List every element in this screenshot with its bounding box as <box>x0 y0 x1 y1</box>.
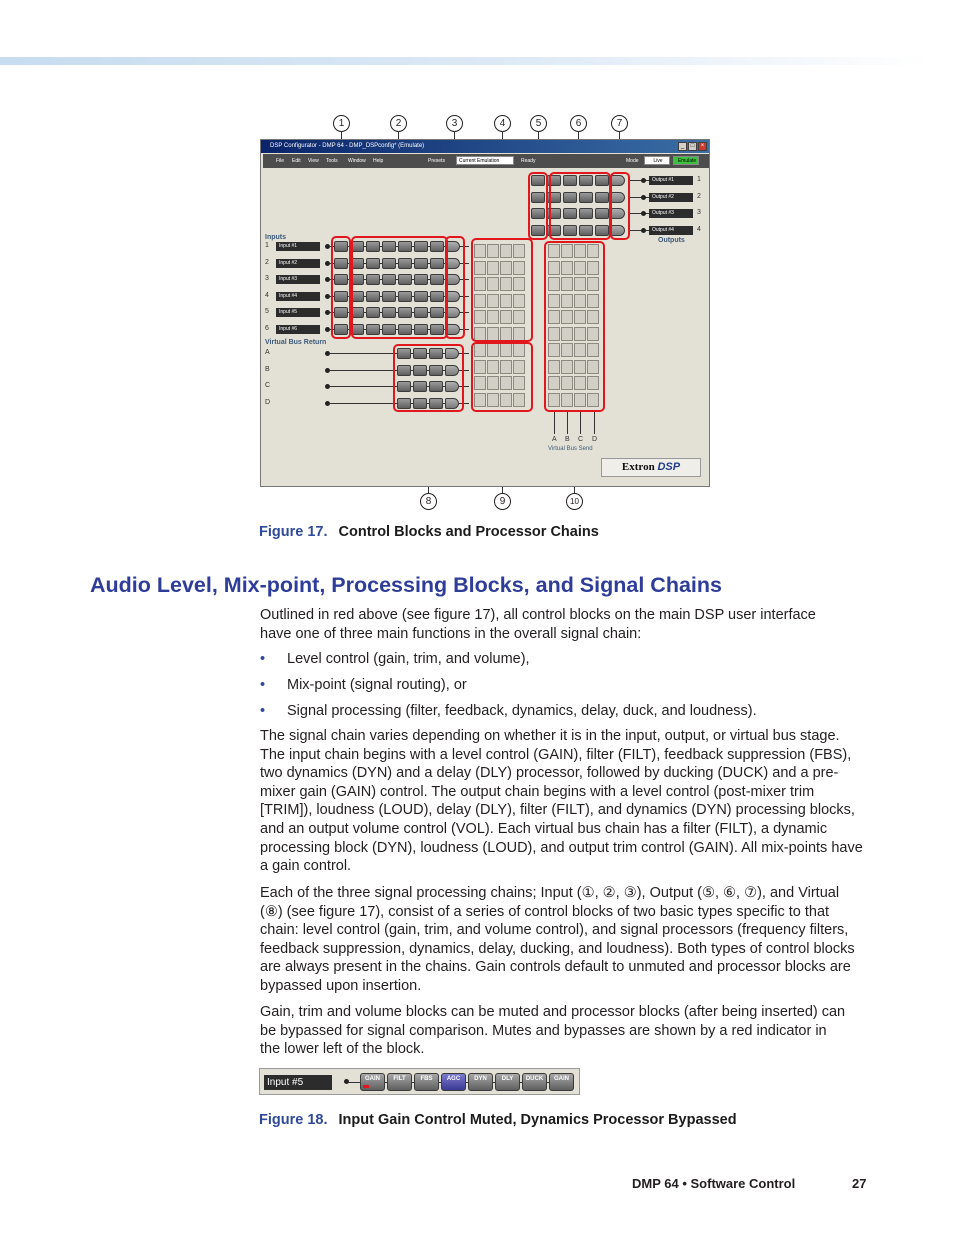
send-letter-b: B <box>565 436 570 443</box>
three-chains-paragraph: Each of the three signal processing chains; Input (①, ②, ③), Output (⑤, ⑥, ⑦), and Virtual (⑧) (see figure 17), consist of a series of control blocks of two basic types specific to that chain: level control (gain, trim, and volume control), and signal processors (frequency filters, feedback suppression, dynamics, delay, ducking, and loudness). Both types of control blocks are always present in the chains. Gain controls default to unmuted and processor blocks are bypassed upon insertion. <box>260 885 855 994</box>
strip-block-agc[interactable]: AGC <box>441 1073 466 1091</box>
outline-input-pregain <box>445 236 465 339</box>
virtual-bus-send-title: Virtual Bus Send <box>548 446 593 452</box>
callout-4: 4 <box>494 115 511 132</box>
outputs-title: Outputs <box>658 237 685 244</box>
menu-window[interactable]: Window <box>348 158 366 164</box>
intro-paragraph: Outlined in red above (see figure 17), all control blocks on the main DSP user interface have one of three main functions in the overall signal chain: <box>260 607 816 642</box>
section-heading: Audio Level, Mix-point, Processing Blocks, and Signal Chains <box>90 573 722 597</box>
figure-18-caption <box>259 1112 737 1128</box>
figure-17-number: Figure 17. <box>259 524 328 540</box>
output-name-box[interactable]: Output #2 <box>649 193 693 202</box>
minimize-icon[interactable]: _ <box>678 142 687 151</box>
strip-block-dly[interactable]: DLY <box>495 1073 520 1091</box>
bus-send-line <box>580 412 581 434</box>
window-titlebar: DSP Configurator - DMP 64 - DMP_DSPconfig* (Emulate) <box>261 140 709 153</box>
figure-18-strip <box>259 1068 580 1095</box>
bus-send-line <box>594 412 595 434</box>
vbr-letter: C <box>265 382 271 389</box>
menu-bar <box>263 154 709 168</box>
input-number: 2 <box>265 258 269 266</box>
send-letter-a: A <box>552 436 557 443</box>
bullet-text: Mix-point (signal routing), or <box>287 677 467 693</box>
strip-block-fbs[interactable]: FBS <box>414 1073 439 1091</box>
input-number: 6 <box>265 324 269 332</box>
strip-block-filt[interactable]: FILT <box>387 1073 412 1091</box>
maximize-icon[interactable]: □ <box>688 142 697 151</box>
output-name-box[interactable]: Output #4 <box>649 226 693 235</box>
inputs-title: Inputs <box>265 234 286 241</box>
vbr-letter: A <box>265 349 270 356</box>
outline-input-gain <box>331 236 351 339</box>
strip-block-gain[interactable]: GAIN <box>360 1073 385 1091</box>
strip-block-duck[interactable]: DUCK <box>522 1073 547 1091</box>
callout-3: 3 <box>446 115 463 132</box>
outline-virtual-chain <box>393 344 464 412</box>
presets-label: Presets <box>428 158 445 164</box>
bus-send-line <box>567 412 568 434</box>
callout-1: 1 <box>333 115 350 132</box>
callout-9: 9 <box>494 493 511 510</box>
close-icon[interactable]: × <box>698 142 707 151</box>
dsp-configurator-window <box>260 139 710 487</box>
mode-live-button[interactable]: Live <box>644 156 670 165</box>
menu-view[interactable]: View <box>308 158 319 164</box>
output-signal-line <box>629 197 649 198</box>
logo-extron: Extron <box>621 461 655 473</box>
input-name-box[interactable]: Input #3 <box>276 275 320 284</box>
outline-virtual-mixpoints <box>471 342 533 412</box>
bullet-text: Level control (gain, trim, and volume), <box>287 651 530 667</box>
outline-output-processors <box>549 172 611 240</box>
output-node <box>641 228 646 233</box>
ready-status: Ready <box>521 158 536 164</box>
output-signal-line <box>629 213 649 214</box>
input-number: 5 <box>265 308 269 315</box>
output-name-box[interactable]: Output #3 <box>649 209 693 218</box>
menu-edit[interactable]: Edit <box>292 158 301 164</box>
output-node <box>641 195 646 200</box>
signal-chain-paragraph: The signal chain varies depending on whether it is in the input, output, or virtual bus stage. The input chain begins with a level control (GAIN), filter (FILT), feedback suppression (FBS), two dynamics (DYN) and a delay (DLY) processor, followed by ducking (DUCK) and a pre-mixer gain (GAIN) control. The output chain begins with a level control (post-mixer trim [TRIM]), loudness (LOUD), delay (DLY), filter (FILT), and dynamics (DYN) processing blocks, and an output volume control (VOL). Each virtual bus chain has a filter (FILT), a dynamic processing block (DYN), loudness (LOUD), and output trim control (GAIN). All mix-points have a gain control. <box>260 728 863 875</box>
header-accent-bar <box>0 57 930 65</box>
bullet-text: Signal processing (filter, feedback, dynamics, delay, duck, and loudness). <box>287 703 757 719</box>
output-number: 3 <box>697 209 701 216</box>
callout-8: 8 <box>420 493 437 510</box>
bullet-marker: • <box>260 677 266 693</box>
outline-input-processors <box>351 236 448 339</box>
vbr-letter: B <box>265 365 270 373</box>
output-node <box>641 178 646 183</box>
virtual-bus-return-title: Virtual Bus Return <box>265 339 327 346</box>
input-number: 1 <box>265 242 269 249</box>
mode-emulate-button[interactable]: Emulate <box>673 156 699 165</box>
output-node <box>641 211 646 216</box>
callout-10: 10 <box>566 493 583 510</box>
input-number: 3 <box>265 275 269 282</box>
send-letter-c: C <box>578 436 584 443</box>
input-name-box[interactable]: Input #6 <box>276 325 320 334</box>
outline-bus-send-mixpoints <box>544 241 605 412</box>
bus-send-line <box>554 412 555 434</box>
page-number: 27 <box>852 1176 867 1191</box>
output-number: 1 <box>697 176 701 183</box>
input-name-box[interactable]: Input #4 <box>276 292 320 301</box>
callout-2: 2 <box>390 115 407 132</box>
footer-title: DMP 64 • Software Control <box>632 1176 796 1191</box>
strip-block-gain[interactable]: GAIN <box>549 1073 574 1091</box>
send-letter-d: D <box>592 436 598 443</box>
input-name-box[interactable]: Input #2 <box>276 259 320 268</box>
mode-label: Mode <box>626 158 639 164</box>
output-name-box[interactable]: Output #1 <box>649 176 693 185</box>
bullet-marker: • <box>260 703 266 719</box>
figure-18-title: Input Gain Control Muted, Dynamics Processor Bypassed <box>338 1112 737 1128</box>
menu-help[interactable]: Help <box>373 158 384 164</box>
input-5-label: Input #5 <box>264 1075 332 1090</box>
strip-block-dyn[interactable]: DYN <box>468 1073 493 1091</box>
menu-file[interactable]: File <box>276 158 285 164</box>
logo-dsp: DSP <box>657 461 681 473</box>
callout-5: 5 <box>530 115 547 132</box>
output-signal-line <box>629 230 649 231</box>
figure-17-title: Control Blocks and Processor Chains <box>338 524 599 540</box>
callout-6: 6 <box>570 115 587 132</box>
output-number: 4 <box>697 225 701 233</box>
input-name-box[interactable]: Input #1 <box>276 242 320 251</box>
menu-tools[interactable]: Tools <box>326 158 338 164</box>
input-name-box[interactable]: Input #5 <box>276 308 320 317</box>
output-signal-line <box>629 180 649 181</box>
outline-output-volume <box>610 172 630 240</box>
input-number: 4 <box>265 291 269 299</box>
figure-18-number: Figure 18. <box>259 1112 328 1128</box>
outline-output-trim <box>528 172 548 240</box>
bullet-marker: • <box>260 651 266 667</box>
mute-indicator <box>363 1085 369 1088</box>
output-number: 2 <box>697 192 701 200</box>
preset-select[interactable]: Current Emulation <box>456 156 514 165</box>
outline-input-mixpoints <box>471 238 533 342</box>
vbr-letter: D <box>265 398 271 406</box>
extron-dsp-logo <box>601 458 701 477</box>
figure-17-caption <box>259 524 599 540</box>
callout-7: 7 <box>611 115 628 132</box>
mute-bypass-paragraph: Gain, trim and volume blocks can be muted and processor blocks (after being inserted) can be bypassed for signal comparison. Mutes and bypasses are shown by a red indicator in the lower left of the block. <box>260 1004 846 1058</box>
